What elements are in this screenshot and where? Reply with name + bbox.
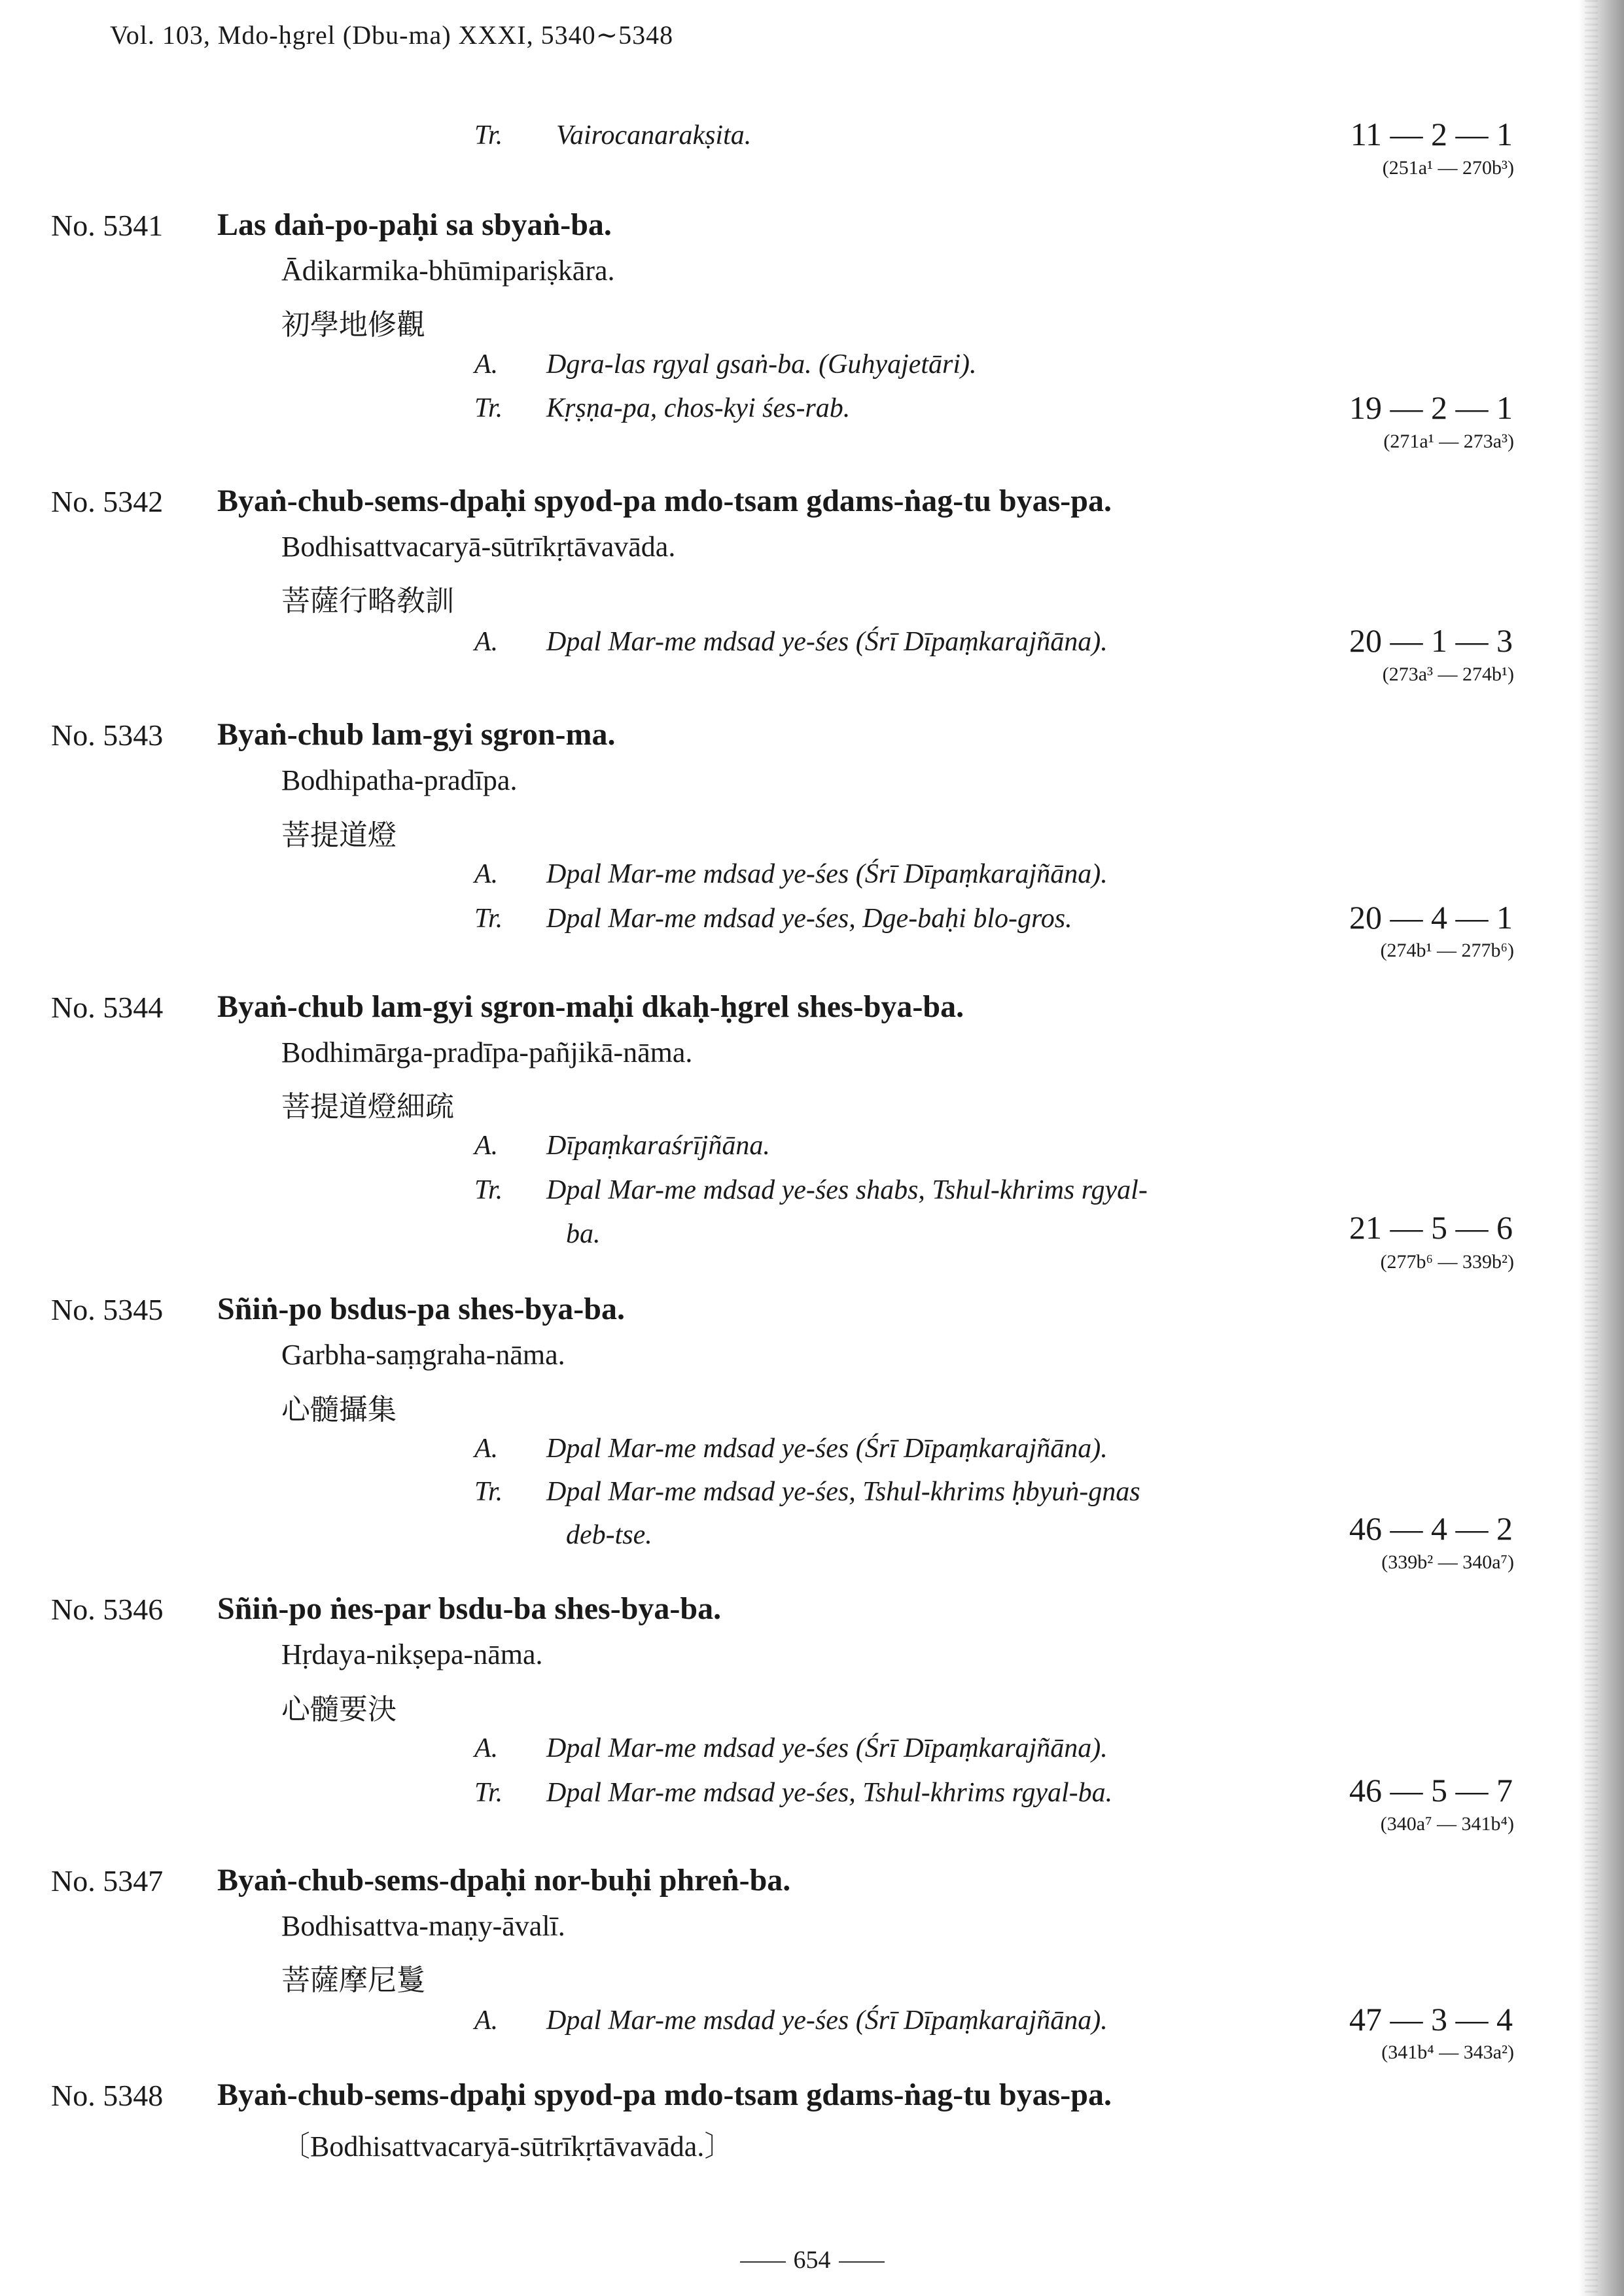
folio-range: (251a¹ — 270b³) (1382, 157, 1514, 179)
entry-number: No. 5341 (51, 209, 164, 242)
translator-role: Tr. (474, 1477, 503, 1507)
author-role: A. (474, 1131, 499, 1161)
translator-role: Tr. (474, 1778, 503, 1808)
entry-number: No. 5345 (51, 1293, 164, 1326)
translator-name: Vairocanarakṣita. (556, 120, 752, 150)
entry-number: No. 5346 (51, 1593, 164, 1626)
location-ref: 20 — 1 — 3 (1349, 622, 1513, 659)
folio-range: (339b² — 340a⁷) (1381, 1551, 1514, 1573)
author-role: A. (474, 2005, 499, 2036)
chinese-title: 心髓要決 (281, 1693, 397, 1726)
sanskrit-title: Ādikarmika-bhūmipariṣkāra. (281, 255, 615, 287)
entry-title: Byaṅ-chub-sems-dpaḥi spyod-pa mdo-tsam gdams-ṅag-tu byas-pa. (217, 2077, 1112, 2112)
translator-name: Dpal Mar-me mdsad ye-śes, Tshul-khrims rgyal-ba. (546, 1778, 1113, 1808)
folio-range: (340a⁷ — 341b⁴) (1380, 1813, 1514, 1835)
author-name: Dgra-las rgyal gsaṅ-ba. (Guhyajetāri). (546, 349, 977, 380)
chinese-title: 心髓攝集 (281, 1393, 397, 1426)
entry-title: Sñiṅ-po bsdus-pa shes-bya-ba. (217, 1292, 625, 1326)
folio-range: (273a³ — 274b¹) (1382, 663, 1514, 685)
translator-role: Tr. (474, 393, 503, 423)
sanskrit-title: 〔Bodhisattvacaryā-sūtrīkṛtāvavāda.〕 (281, 2130, 733, 2163)
chinese-title: 菩提道燈細疏 (281, 1090, 454, 1123)
chinese-title: 菩薩行略敎訓 (281, 584, 454, 618)
sanskrit-title: Bodhipatha-pradīpa. (281, 764, 518, 796)
page-edge-shadow (1578, 0, 1624, 2296)
translator-role: Tr. (474, 120, 503, 150)
sanskrit-title: Garbha-saṃgraha-nāma. (281, 1339, 565, 1371)
chinese-title: 菩薩摩尼鬘 (281, 1964, 425, 1997)
entry-title: Byaṅ-chub lam-gyi sgron-maḥi dkaḥ-ḥgrel shes-bya-ba. (217, 989, 964, 1024)
chinese-title: 菩提道燈 (281, 819, 397, 852)
author-name: Dpal Mar-me mdsad ye-śes (Śrī Dīpaṃkarajñāna). (546, 1733, 1108, 1763)
entry-number: No. 5347 (51, 1864, 164, 1898)
location-ref: 20 — 4 — 1 (1349, 899, 1513, 936)
author-name: Dīpaṃkaraśrījñāna. (546, 1131, 770, 1161)
entry-number: No. 5342 (51, 485, 164, 518)
location-ref: 21 — 5 — 6 (1349, 1209, 1513, 1246)
page-number: 654 (793, 2246, 831, 2274)
sanskrit-title: Hṛdaya-nikṣepa-nāma. (281, 1638, 543, 1670)
entry-title: Byaṅ-chub lam-gyi sgron-ma. (217, 717, 616, 752)
entry-title: Byaṅ-chub-sems-dpaḥi spyod-pa mdo-tsam gdams-ṅag-tu byas-pa. (217, 484, 1112, 518)
translator-name-continued: deb-tse. (566, 1520, 652, 1550)
location-ref: 11 — 2 — 1 (1350, 116, 1513, 152)
location-ref: 19 — 2 — 1 (1349, 389, 1513, 426)
folio-range: (274b¹ — 277b⁶) (1380, 940, 1514, 961)
author-name: Dpal Mar-me msdad ye-śes (Śrī Dīpaṃkarajñāna). (546, 2005, 1108, 2036)
translator-name: Kṛṣṇa-pa, chos-kyi śes-rab. (546, 393, 851, 423)
sanskrit-title: Bodhimārga-pradīpa-pañjikā-nāma. (281, 1036, 693, 1069)
translator-name: Dpal Mar-me mdsad ye-śes, Dge-baḥi blo-gros. (546, 904, 1072, 934)
location-ref: 46 — 5 — 7 (1349, 1772, 1513, 1809)
translator-role: Tr. (474, 1175, 503, 1205)
entry-title: Las daṅ-po-paḥi sa sbyaṅ-ba. (217, 207, 612, 242)
translator-name: Dpal Mar-me mdsad ye-śes, Tshul-khrims ḥbyuṅ-gnas (546, 1477, 1140, 1507)
translator-name: Dpal Mar-me mdsad ye-śes shabs, Tshul-khrims rgyal- (546, 1175, 1148, 1205)
entry-number: No. 5343 (51, 718, 164, 752)
entry-number: No. 5344 (51, 991, 164, 1024)
footer-rule-left (740, 2261, 786, 2263)
location-ref: 46 — 4 — 2 (1349, 1510, 1513, 1547)
folio-range: (271a¹ — 273a³) (1383, 431, 1514, 452)
entry-title: Sñiṅ-po ṅes-par bsdu-ba shes-bya-ba. (217, 1591, 722, 1626)
translator-role: Tr. (474, 904, 503, 934)
page-footer (0, 2246, 1624, 2274)
folio-range: (277b⁶ — 339b²) (1380, 1251, 1514, 1273)
author-role: A. (474, 349, 499, 380)
footer-rule-right (839, 2261, 885, 2263)
chinese-title: 初學地修觀 (281, 308, 425, 342)
sanskrit-title: Bodhisattva-maṇy-āvalī. (281, 1910, 565, 1942)
author-role: A. (474, 859, 499, 889)
entry-title: Byaṅ-chub-sems-dpaḥi nor-buḥi phreṅ-ba. (217, 1863, 791, 1898)
folio-range: (341b⁴ — 343a²) (1381, 2041, 1514, 2063)
author-name: Dpal Mar-me mdsad ye-śes (Śrī Dīpaṃkarajñāna). (546, 1434, 1108, 1464)
location-ref: 47 — 3 — 4 (1349, 2001, 1513, 2038)
author-role: A. (474, 627, 499, 657)
translator-name-continued: ba. (566, 1219, 601, 1249)
entry-number: No. 5348 (51, 2079, 164, 2112)
running-head: Vol. 103, Mdo-ḥgrel (Dbu-ma) XXXI, 5340∼5348 (110, 20, 674, 50)
author-role: A. (474, 1733, 499, 1763)
author-name: Dpal Mar-me mdsad ye-śes (Śrī Dīpaṃkarajñāna). (546, 627, 1108, 657)
sanskrit-title: Bodhisattvacaryā-sūtrīkṛtāvavāda. (281, 531, 676, 563)
author-role: A. (474, 1434, 499, 1464)
author-name: Dpal Mar-me mdsad ye-śes (Śrī Dīpaṃkarajñāna). (546, 859, 1108, 889)
